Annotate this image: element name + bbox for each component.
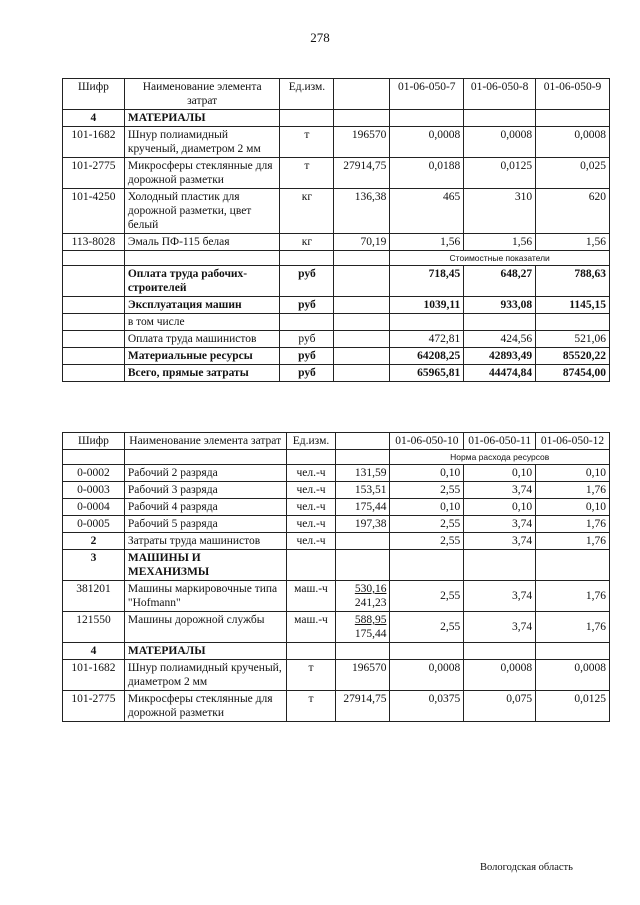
row-code: 381201 [63, 581, 125, 612]
row-code: 101-4250 [63, 189, 125, 234]
table-row [63, 127, 610, 158]
row-value-3: 0,0008 [536, 127, 610, 158]
header-col-8: 01-06-050-8 [464, 79, 536, 110]
header-col-7: 01-06-050-7 [390, 79, 464, 110]
row-code: 101-2775 [63, 691, 125, 722]
row-value-2: 0,10 [464, 465, 536, 482]
section-code: 4 [63, 110, 125, 127]
row-value-3: 0,10 [536, 465, 610, 482]
row-value-1: 0,0188 [390, 158, 464, 189]
section-name: МАТЕРИАЛЫ [124, 110, 280, 127]
row-price [336, 612, 390, 643]
row-code: 0-0003 [63, 482, 125, 499]
row-price-main: 588,95 [354, 614, 387, 626]
row-value-3: 1,76 [536, 533, 610, 550]
row-value-1: 2,55 [390, 612, 464, 643]
section-code: 3 [63, 550, 125, 581]
cost-value-1: 65965,81 [390, 365, 464, 382]
row-code: 0-0002 [63, 465, 125, 482]
cost-value-3: 1145,15 [536, 297, 610, 314]
cost-unit: руб [280, 297, 334, 314]
table-row [63, 581, 610, 612]
cost-value-3: 85520,22 [536, 348, 610, 365]
cost-value-2: 933,08 [464, 297, 536, 314]
cost-indicators-subheader: Стоимостные показатели [390, 251, 610, 266]
table-row [63, 612, 610, 643]
row-price [336, 533, 390, 550]
row-price: 196570 [336, 660, 390, 691]
header-col-9: 01-06-050-9 [536, 79, 610, 110]
table-row [63, 189, 610, 234]
row-value-3: 0,0008 [536, 660, 610, 691]
page-number: 278 [310, 30, 330, 45]
row-price: 27914,75 [334, 158, 390, 189]
row-price-main: 530,16 [354, 583, 387, 595]
row-name: Микросферы стеклянные для дорожной разметки [124, 158, 280, 189]
row-unit: т [280, 127, 334, 158]
header-name: Наименование элемента затрат [124, 433, 286, 450]
row-unit: чел.-ч [286, 465, 336, 482]
row-value-2: 0,0008 [464, 660, 536, 691]
cost-value-1: 718,45 [390, 266, 464, 297]
table-header-row [63, 79, 610, 110]
cost-name: в том числе [124, 314, 280, 331]
row-name: Машины маркировочные типа "Hofmann" [124, 581, 286, 612]
row-name: Машины дорожной службы [124, 612, 286, 643]
row-value-3: 620 [536, 189, 610, 234]
row-code: 101-2775 [63, 158, 125, 189]
row-name: Микросферы стеклянные для дорожной разметки [124, 691, 286, 722]
header-unit: Ед.изм. [280, 79, 334, 110]
row-value-2: 0,10 [464, 499, 536, 516]
table-row [63, 499, 610, 516]
header-col-11: 01-06-050-11 [464, 433, 536, 450]
row-value-1: 2,55 [390, 581, 464, 612]
cost-value-2: 44474,84 [464, 365, 536, 382]
row-value-1: 1,56 [390, 234, 464, 251]
header-name: Наименование элемента затрат [124, 79, 280, 110]
row-value-2: 3,74 [464, 516, 536, 533]
row-value-2: 3,74 [464, 581, 536, 612]
cost-value-2: 424,56 [464, 331, 536, 348]
row-price: 27914,75 [336, 691, 390, 722]
row-value-1: 0,0008 [390, 660, 464, 691]
row-value-2: 1,56 [464, 234, 536, 251]
row-code: 0-0004 [63, 499, 125, 516]
row-name: Шнур полиамидный крученый, диаметром 2 мм [124, 127, 280, 158]
resource-table-1 [62, 78, 610, 382]
table-row [63, 516, 610, 533]
cost-name: Оплата труда рабочих-строителей [124, 266, 280, 297]
section-name: МАШИНЫ И МЕХАНИЗМЫ [124, 550, 286, 581]
cost-row [63, 348, 610, 365]
header-col-12: 01-06-050-12 [536, 433, 610, 450]
table-row [63, 465, 610, 482]
table-row [63, 691, 610, 722]
row-price: 197,38 [336, 516, 390, 533]
cost-value-3: 788,63 [536, 266, 610, 297]
row-value-2: 0,0125 [464, 158, 536, 189]
header-col-10: 01-06-050-10 [390, 433, 464, 450]
row-value-3: 0,10 [536, 499, 610, 516]
row-name: Рабочий 3 разряда [124, 482, 286, 499]
row-unit: чел.-ч [286, 482, 336, 499]
row-value-2: 0,0008 [464, 127, 536, 158]
row-code: 0-0005 [63, 516, 125, 533]
table-row [63, 234, 610, 251]
header-code: Шифр [63, 79, 125, 110]
row-price [336, 581, 390, 612]
row-value-3: 1,76 [536, 482, 610, 499]
cost-value-3: 87454,00 [536, 365, 610, 382]
row-value-3: 0,025 [536, 158, 610, 189]
section-row [63, 643, 610, 660]
row-unit: т [280, 158, 334, 189]
table-row [63, 482, 610, 499]
cost-name: Всего, прямые затраты [124, 365, 280, 382]
row-unit: кг [280, 234, 334, 251]
header-price [336, 433, 390, 450]
row-price: 131,59 [336, 465, 390, 482]
row-value-2: 3,74 [464, 533, 536, 550]
row-unit: т [286, 691, 336, 722]
cost-name: Эксплуатация машин [124, 297, 280, 314]
cost-name: Материальные ресурсы [124, 348, 280, 365]
cost-value-1: 472,81 [390, 331, 464, 348]
row-price: 70,19 [334, 234, 390, 251]
header-unit: Ед.изм. [286, 433, 336, 450]
cost-value-2: 648,27 [464, 266, 536, 297]
cost-value-2: 42893,49 [464, 348, 536, 365]
cost-row [63, 314, 610, 331]
row-value-1: 0,10 [390, 499, 464, 516]
row-value-2: 310 [464, 189, 536, 234]
row-name: Рабочий 5 разряда [124, 516, 286, 533]
table-row [63, 660, 610, 691]
cost-name: Оплата труда машинистов [124, 331, 280, 348]
row-unit: чел.-ч [286, 533, 336, 550]
row-value-2: 0,075 [464, 691, 536, 722]
row-value-1: 2,55 [390, 516, 464, 533]
row-unit: маш.-ч [286, 581, 336, 612]
resource-norm-subheader: Норма расхода ресурсов [390, 450, 610, 465]
cost-row [63, 365, 610, 382]
row-value-1: 0,10 [390, 465, 464, 482]
row-value-1: 0,0008 [390, 127, 464, 158]
header-price [334, 79, 390, 110]
row-value-1: 0,0375 [390, 691, 464, 722]
row-value-2: 3,74 [464, 482, 536, 499]
header-code: Шифр [63, 433, 125, 450]
row-value-3: 0,0125 [536, 691, 610, 722]
cost-value-1: 1039,11 [390, 297, 464, 314]
cost-row [63, 331, 610, 348]
row-price-secondary: 241,23 [354, 597, 387, 609]
row-code: 101-1682 [63, 660, 125, 691]
row-price: 153,51 [336, 482, 390, 499]
row-price: 136,38 [334, 189, 390, 234]
section-code: 4 [63, 643, 125, 660]
cost-unit: руб [280, 348, 334, 365]
row-value-3: 1,56 [536, 234, 610, 251]
table-row [63, 158, 610, 189]
row-name: Рабочий 4 разряда [124, 499, 286, 516]
row-code: 113-8028 [63, 234, 125, 251]
row-name: Затраты труда машинистов [124, 533, 286, 550]
row-unit: маш.-ч [286, 612, 336, 643]
subheader-row [63, 450, 610, 465]
row-code: 101-1682 [63, 127, 125, 158]
cost-value-3: 521,06 [536, 331, 610, 348]
row-name: Шнур полиамидный крученый, диаметром 2 мм [124, 660, 286, 691]
row-value-3: 1,76 [536, 581, 610, 612]
footer-region: Вологодская область [480, 862, 573, 873]
row-price: 175,44 [336, 499, 390, 516]
row-price: 196570 [334, 127, 390, 158]
cost-unit: руб [280, 331, 334, 348]
row-unit: кг [280, 189, 334, 234]
row-unit: т [286, 660, 336, 691]
subheader-row [63, 251, 610, 266]
row-name: Холодный пластик для дорожной разметки, цвет белый [124, 189, 280, 234]
row-value-1: 465 [390, 189, 464, 234]
row-value-3: 1,76 [536, 612, 610, 643]
row-name: Рабочий 2 разряда [124, 465, 286, 482]
section-name: МАТЕРИАЛЫ [124, 643, 286, 660]
section-row [63, 110, 610, 127]
cost-value-1: 64208,25 [390, 348, 464, 365]
section-row [63, 550, 610, 581]
table-row [63, 533, 610, 550]
row-value-3: 1,76 [536, 516, 610, 533]
row-name: Эмаль ПФ-115 белая [124, 234, 280, 251]
cost-unit: руб [280, 365, 334, 382]
cost-row [63, 266, 610, 297]
row-price-secondary: 175,44 [354, 628, 387, 640]
cost-unit: руб [280, 266, 334, 297]
row-value-1: 2,55 [390, 533, 464, 550]
row-value-1: 2,55 [390, 482, 464, 499]
row-unit: чел.-ч [286, 499, 336, 516]
table-header-row [63, 433, 610, 450]
row-unit: чел.-ч [286, 516, 336, 533]
resource-table-2 [62, 432, 610, 722]
cost-row [63, 297, 610, 314]
row-code: 2 [63, 533, 125, 550]
row-value-2: 3,74 [464, 612, 536, 643]
row-code: 121550 [63, 612, 125, 643]
